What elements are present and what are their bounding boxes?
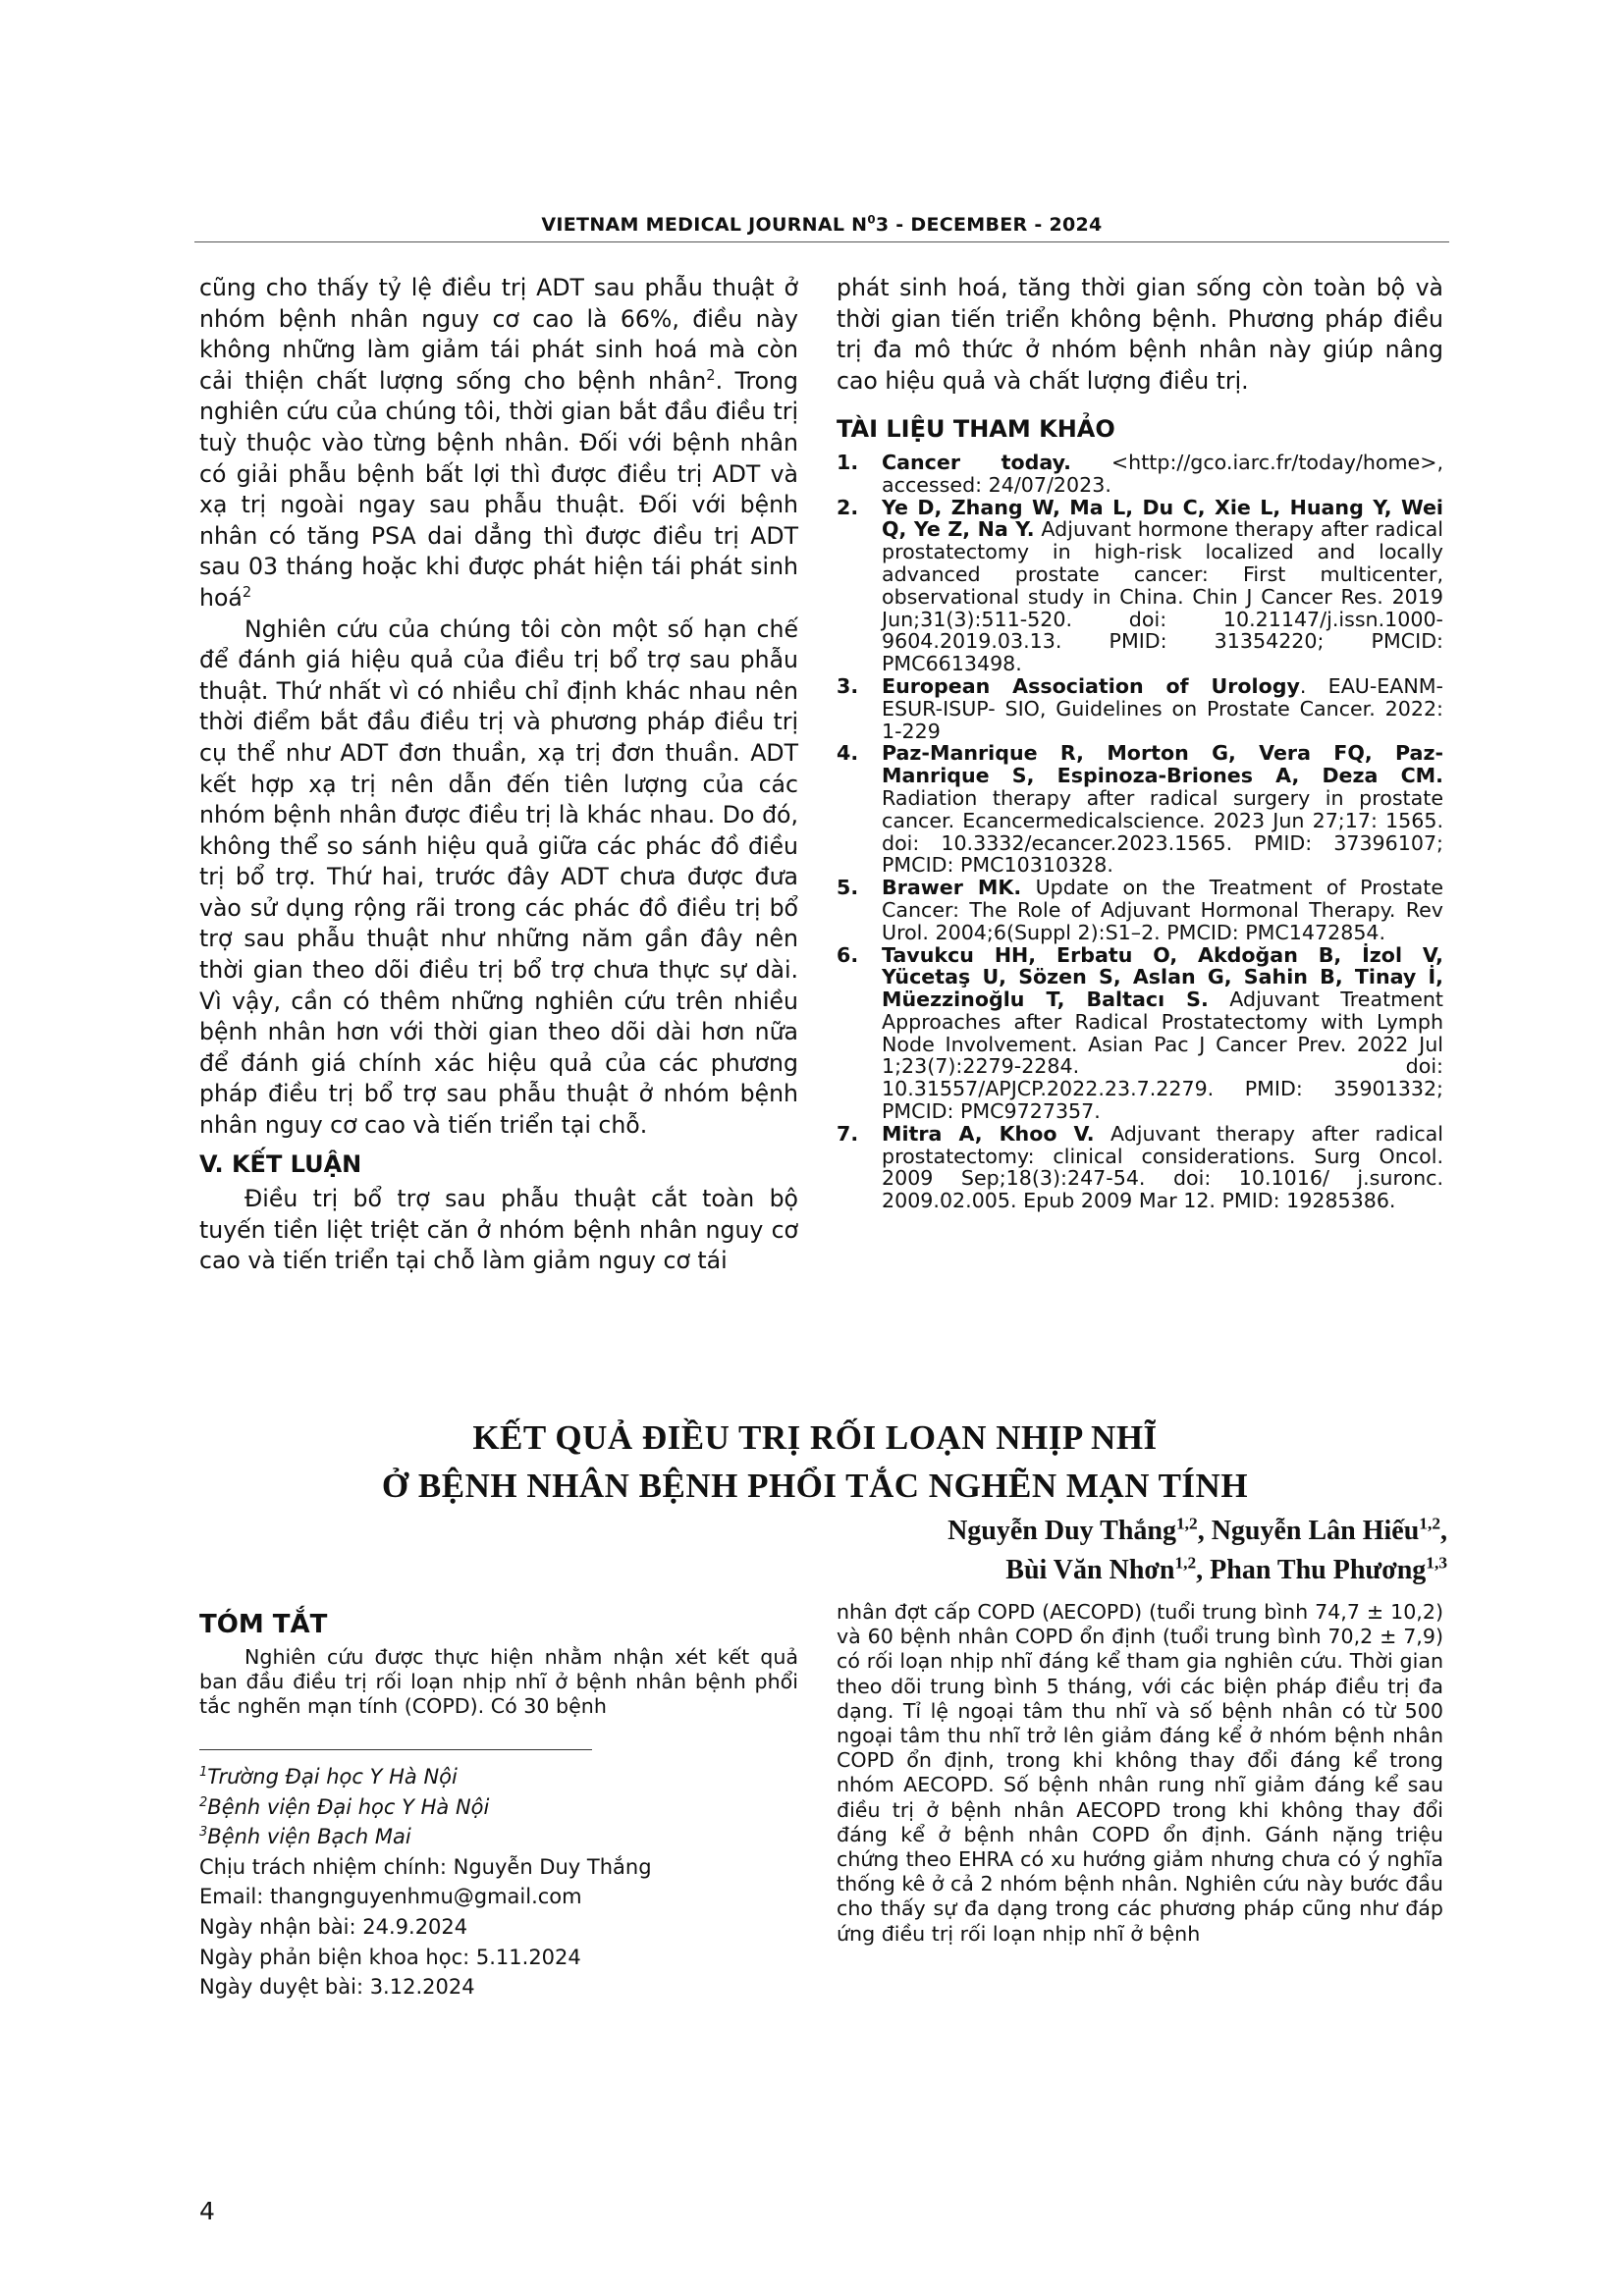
reference-authors: Ye D, Zhang W, Ma L, Du C, Xie L, Huang Y, Wei Q, Ye Z, Na Y. [882, 495, 1443, 542]
article-title [295, 1414, 1335, 1510]
author-affiliation: 1,2 [1419, 1514, 1440, 1533]
footnote-divider [199, 1749, 592, 1750]
header-divider [194, 241, 1449, 242]
article-title-line-2: Ở BỆNH NHÂN BỆNH PHỔI TẮC NGHẼN MẠN TÍNH [381, 1467, 1249, 1505]
corresponding-author: Chịu trách nhiệm chính: Nguyễn Duy Thắng [199, 1854, 652, 1879]
right-column [837, 273, 1443, 1212]
journal-name: VIETNAM MEDICAL JOURNAL N [541, 214, 868, 236]
running-header [194, 214, 1449, 236]
reference-details: <http://gco.iarc.fr/today/home>, accessed: 24/07/2023. [882, 450, 1443, 497]
reference-number: 4. [837, 741, 859, 766]
reference-details: Radiation therapy after radical surgery in prostate cancer. Ecancermedicalscience. 2023 Jun 27;17: 1565. doi: 10.3332/ecancer.2023.1565. PMID: 37396107; PMCID: PMC10310328. [882, 785, 1443, 878]
author-line-2: Bùi Văn Nhơn$^{1,2}$, Phan Thu Phương$^{1,3}$ [1005, 1553, 1447, 1585]
reference-number: 2. [837, 495, 859, 519]
reference-item [837, 497, 1443, 675]
reference-text [882, 877, 1443, 943]
footnotes [199, 1762, 798, 2002]
date-accepted: Ngày duyệt bài: 3.12.2024 [199, 1975, 475, 2000]
reference-number: 5. [837, 876, 859, 900]
discussion-paragraph-2: Nghiên cứu của chúng tôi còn một số hạn chế để đánh giá hiệu quả của điều trị bổ trợ sau phẫu thuật. Thứ nhất vì có nhiều chỉ định khác nhau nên thời điểm bắt đầu điều trị và phương pháp điều trị cụ thể như ADT đơn thuần, xạ trị đơn thuần. ADT kết hợp xạ trị nên dẫn đến tiên lượng của các nhóm bệnh nhân được điều trị là khác nhau. Do đó, không thể so sánh hiệu quả giữa các phác đồ điều trị bổ trợ. Thứ hai, trước đây ADT chưa được đưa vào sử dụng rộng rãi trong các phác đồ điều trị bổ trợ sau phẫu thuật như những năm gần đây nên thời gian theo dõi điều trị bổ trợ chưa thực sự dài. Vì vậy, cần có thêm những nghiên cứu trên nhiều bệnh nhân hơn với thời gian theo dõi dài hơn nữa để đánh giá chính xác hiệu quả của các phương pháp điều trị bổ trợ sau phẫu thuật ở nhóm bệnh nhân nguy cơ cao và tiến triển tại chỗ. [199, 614, 798, 1140]
reference-text [882, 497, 1443, 675]
author-line-1: Nguyễn Duy Thắng$^{1,2}$, Nguyễn Lân Hiếu$^{1,2}$, [947, 1514, 1447, 1546]
abstract-heading: TÓM TẮT [199, 1610, 328, 1639]
reference-item [837, 742, 1443, 877]
affiliation-2: $^2$Bệnh viện Đại học Y Hà Nội [199, 1794, 490, 1819]
date-reviewed: Ngày phản biện khoa học: 5.11.2024 [199, 1945, 581, 1969]
affiliation-1: $^1$Trường Đại học Y Hà Nội [199, 1765, 458, 1789]
reference-text [882, 1123, 1443, 1212]
left-column [199, 273, 798, 1277]
date-received: Ngày nhận bài: 24.9.2024 [199, 1914, 468, 1939]
reference-text [882, 742, 1443, 877]
discussion-paragraph-1: cũng cho thấy tỷ lệ điều trị ADT sau phẫu thuật ở nhóm bệnh nhân nguy cơ cao là 66%, điều này không những làm giảm tái phát sinh hoá mà còn cải thiện chất lượng sống cho bệnh nhân$^2$. Trong nghiên cứu của chúng tôi, thời gian bắt đầu điều trị tuỳ thuộc vào từng bệnh nhân. Đối với bệnh nhân có giải phẫu bệnh bất lợi thì được điều trị ADT và xạ trị ngoài ngay sau phẫu thuật. Đối với bệnh nhân có tăng PSA dai dẳng thì được điều trị ADT sau 03 tháng hoặc khi được phát hiện tái phát sinh hoá$^2$ [199, 274, 798, 612]
reference-item [837, 452, 1443, 497]
author-name: Nguyễn Duy Thắng [947, 1516, 1176, 1546]
journal-number-sup: 0 [867, 212, 876, 227]
author-name: Nguyễn Lân Hiếu [1211, 1516, 1420, 1546]
reference-item [837, 675, 1443, 742]
conclusion-continuation: phát sinh hoá, tăng thời gian sống còn toàn bộ và thời gian tiến triển không bệnh. Phương pháp điều trị đa mô thức ở nhóm bệnh nhân này giúp nâng cao hiệu quả và chất lượng điều trị. [837, 274, 1443, 395]
author-name: Phan Thu Phương [1210, 1555, 1427, 1585]
abstract-text-left: Nghiên cứu được thực hiện nhằm nhận xét kết quả ban đầu điều trị rối loạn nhịp nhĩ ở bệnh nhân bệnh phổi tắc nghẽn mạn tính (COPD). Có 30 bệnh [199, 1645, 798, 1718]
reference-authors: European Association of Urology [882, 673, 1300, 698]
author-affiliation: 1,3 [1426, 1553, 1447, 1573]
reference-number: 7. [837, 1121, 859, 1146]
reference-details: Adjuvant hormone therapy after radical prostatectomy in high-risk localized and locally advanced prostate cancer: First multicenter, observational study in China. Chin J Cancer Res. 2019 Jun;31(3):511-520. doi: 10.21147/j.issn.1000-9604.2019.03.13. PMID: 31354220; PMCID: PMC6613498. [882, 517, 1443, 676]
references-heading: TÀI LIỆU THAM KHẢO [837, 415, 1115, 444]
reference-details: Adjuvant therapy after radical prostatectomy: clinical considerations. Surg Oncol. 2009 Sep;18(3):247-54. doi: 10.1016/ j.suronc. 2009.02.005. Epub 2009 Mar 12. PMID: 19285386. [882, 1121, 1443, 1213]
reference-number: 3. [837, 673, 859, 698]
reference-text [882, 675, 1443, 742]
section-heading-conclusion: V. KẾT LUẬN [199, 1149, 362, 1178]
abstract-text-right: nhân đợt cấp COPD (AECOPD) (tuổi trung bình 74,7 ± 10,2) và 60 bệnh nhân COPD ổn định (tuổi trung bình 70,2 ± 7,9) có rối loạn nhịp nhĩ đáng kể tham gia nghiên cứu. Thời gian theo dõi trung bình 5 tháng, với các biện pháp điều trị đa dạng. Tỉ lệ ngoại tâm thu nhĩ và số bệnh nhân có từ 500 ngoại tâm thu nhĩ trở lên giảm đáng kể ở nhóm bệnh nhân COPD ổn định, trong khi không thay đổi đáng kể trong nhóm AECOPD. Số bệnh nhân rung nhĩ giảm đáng kể sau điều trị ở bệnh nhân AECOPD trong khi không thay đổi đáng kể ở bệnh nhân COPD ổn định. Gánh nặng triệu chứng theo EHRA có xu hướng giảm nhưng chưa có ý nghĩa thống kê ở cả 2 nhóm bệnh nhân. Nghiên cứu này bước đầu cho thấy sự đa dạng trong các phương pháp cũng như đáp ứng điều trị rối loạn nhịp nhĩ ở bệnh [837, 1600, 1443, 1946]
reference-authors: Mitra A, Khoo V. [882, 1121, 1095, 1146]
conclusion-paragraph: Điều trị bổ trợ sau phẫu thuật cắt toàn bộ tuyến tiền liệt triệt căn ở nhóm bệnh nhân nguy cơ cao và tiến triển tại chỗ làm giảm nguy cơ tái [199, 1185, 798, 1275]
reference-authors: Brawer MK. [882, 876, 1022, 900]
reference-list [837, 452, 1443, 1212]
email: Email: thangnguyenhmu@gmail.com [199, 1885, 582, 1909]
reference-details: Update on the Treatment of Prostate Cancer: The Role of Adjuvant Hormonal Therapy. Rev Urol. 2004;6(Suppl 2):S1–2. PMCID: PMC1472854. [882, 876, 1443, 944]
reference-item [837, 944, 1443, 1123]
reference-item [837, 1123, 1443, 1212]
reference-details: Adjuvant Treatment Approaches after Radical Prostatectomy with Lymph Node Involvement. Asian Pac J Cancer Prev. 2022 Jul 1;23(7):2279-2284. doi: 10.31557/APJCP.2022.23.7.2279. PMID: 35901332; PMCID: PMC9727357. [882, 988, 1443, 1124]
reference-authors: Cancer today. [882, 450, 1071, 474]
article-title-line-1: KẾT QUẢ ĐIỀU TRỊ RỐI LOẠN NHỊP NHĨ [472, 1418, 1158, 1457]
reference-authors: Paz-Manrique R, Morton G, Vera FQ, Paz-Manrique S, Espinoza-Briones A, Deza CM. [882, 741, 1443, 788]
reference-item [837, 877, 1443, 943]
reference-authors: Tavukcu HH, Erbatu O, Akdoğan B, İzol V, Yücetaş U, Sözen S, Aslan G, Sahin B, Tinay İ, Müezzinoğlu T, Baltacı S. [882, 942, 1443, 1012]
reference-number: 6. [837, 942, 859, 967]
reference-number: 1. [837, 450, 859, 474]
author-affiliation: 1,2 [1174, 1553, 1197, 1573]
author-affiliation: 1,2 [1175, 1514, 1198, 1533]
reference-details: . EAU-EANM- ESUR-ISUP- SIO, Guidelines on Prostate Cancer. 2022: 1-229 [882, 673, 1443, 743]
author-name: Bùi Văn Nhơn [1005, 1555, 1175, 1585]
author-list [662, 1512, 1447, 1590]
reference-text [882, 944, 1443, 1123]
reference-text [882, 452, 1443, 497]
page-number: 4 [199, 2197, 215, 2225]
affiliation-3: $^3$Bệnh viện Bạch Mai [199, 1825, 411, 1849]
journal-issue: 3 - DECEMBER - 2024 [875, 214, 1103, 236]
